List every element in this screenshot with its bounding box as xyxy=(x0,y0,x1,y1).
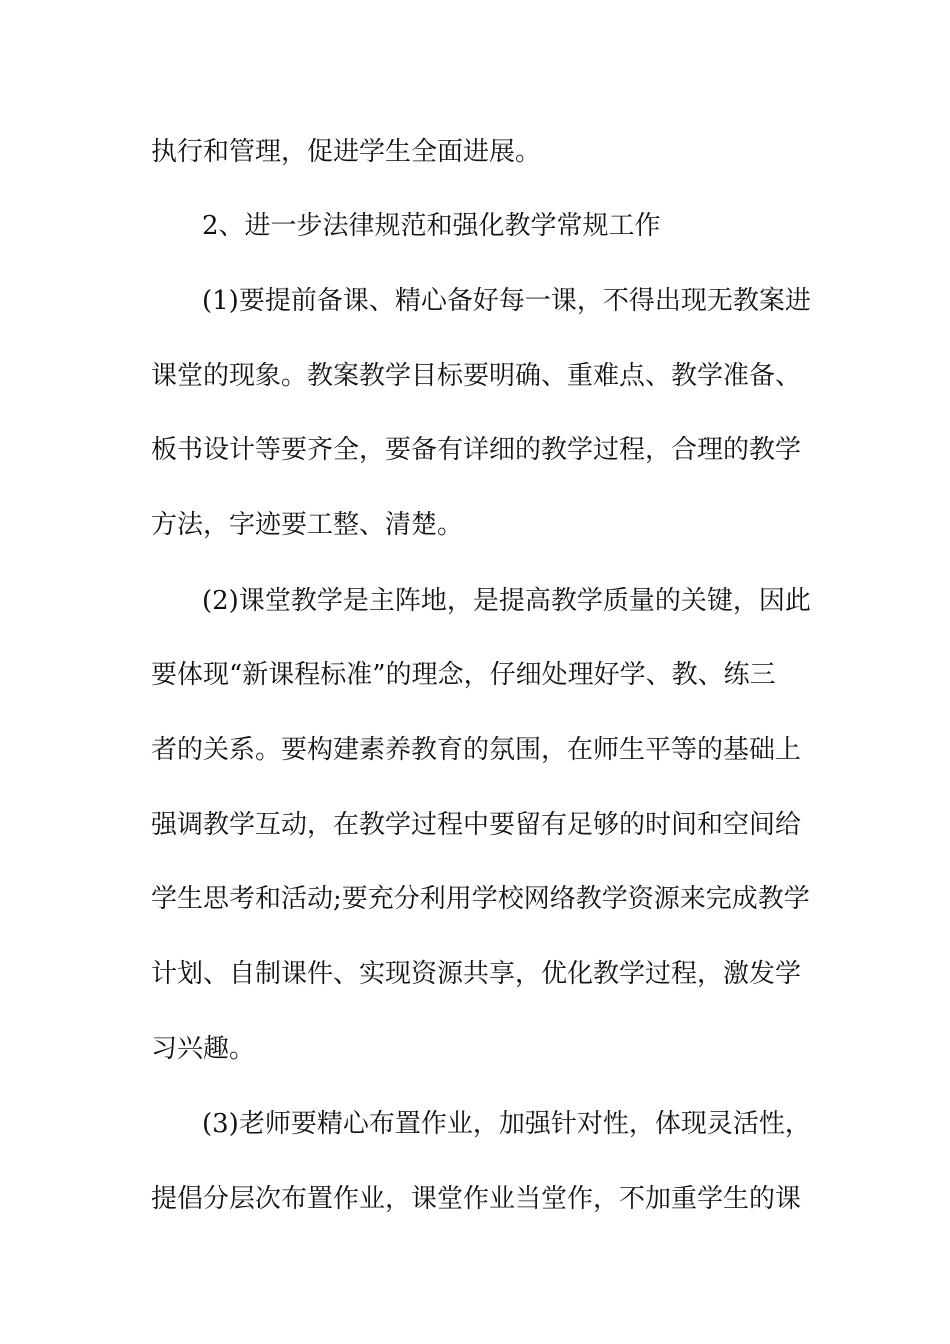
text-line: 板书设计等要齐全，要备有详细的教学过程，合理的教学 xyxy=(151,435,802,465)
text-line: 学生思考和活动;要充分利用学校网络教学资源来完成教学 xyxy=(151,884,810,914)
text-line: 习兴趣。 xyxy=(151,1034,256,1064)
text-line: (1)要提前备课、精心备好每一课，不得出现无教案进 xyxy=(202,286,811,316)
text-line: 要体现“新课程标准”的理念，仔细处理好学、教、练三 xyxy=(151,660,776,690)
text-line: 课堂的现象。教案教学目标要明确、重难点、教学准备、 xyxy=(151,361,802,391)
text-line: (2)课堂教学是主阵地，是提高教学质量的关键，因此 xyxy=(202,586,811,616)
text-line: 强调教学互动，在教学过程中要留有足够的时间和空间给 xyxy=(151,810,802,840)
text-line: 执行和管理，促进学生全面进展。 xyxy=(151,137,542,167)
section-heading: 2、进一步法律规范和强化教学常规工作 xyxy=(202,211,661,241)
text-line: 方法，字迹要工整、清楚。 xyxy=(151,510,464,540)
text-line: 提倡分层次布置作业，课堂作业当堂作，不加重学生的课 xyxy=(151,1184,802,1214)
text-line: 计划、自制课件、实现资源共享，优化教学过程，激发学 xyxy=(151,959,802,989)
text-line: (3)老师要精心布置作业，加强针对性，体现灵活性， xyxy=(202,1109,811,1139)
text-line: 者的关系。要构建素养教育的氛围，在师生平等的基础上 xyxy=(151,735,802,765)
